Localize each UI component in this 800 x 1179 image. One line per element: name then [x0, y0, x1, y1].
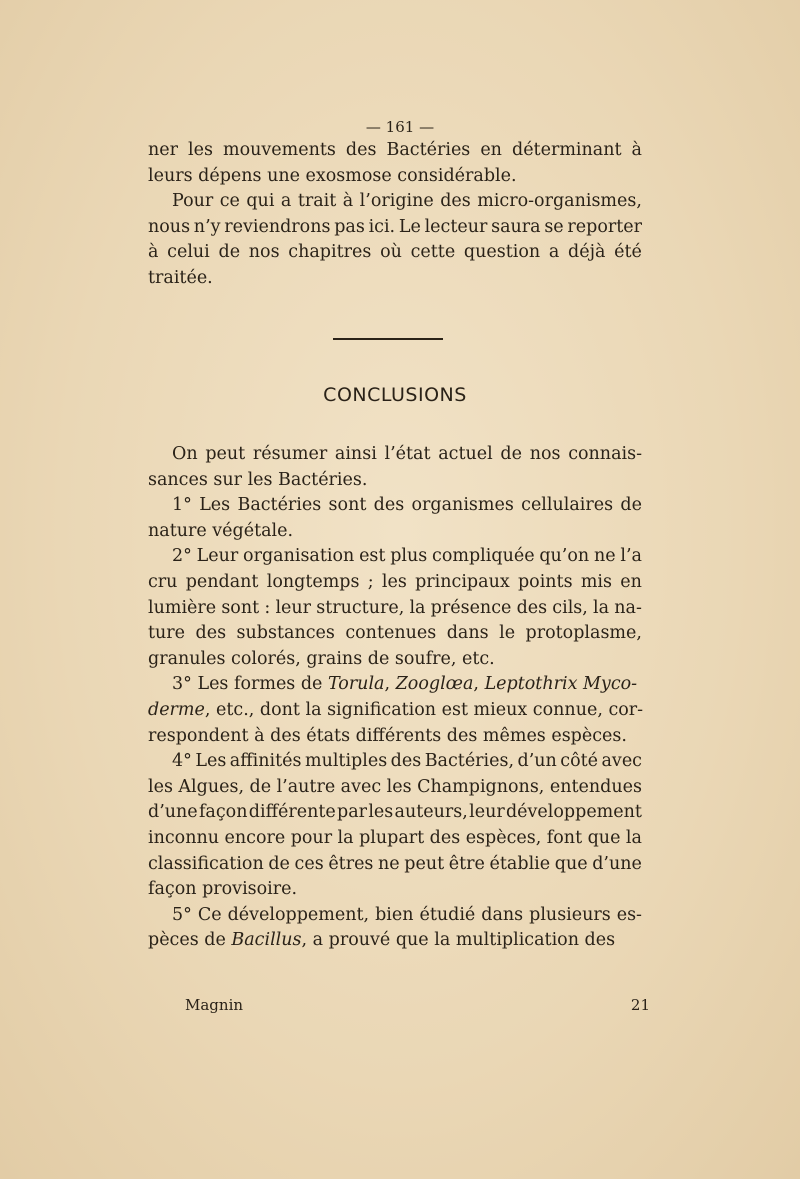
word: celui — [167, 242, 210, 263]
word: ici. — [368, 216, 396, 237]
word: bien — [375, 904, 414, 925]
section-heading: CONCLUSIONS — [323, 384, 467, 406]
word: en — [480, 140, 502, 160]
text-line — [148, 240, 642, 266]
word: connais- — [568, 444, 642, 464]
word: des — [440, 191, 471, 212]
genus-name: Bacillus — [231, 930, 302, 951]
text-line — [148, 570, 642, 596]
word: que — [554, 853, 588, 874]
word: présence — [430, 597, 512, 618]
word: protoplasme, — [525, 623, 642, 644]
word: de — [500, 444, 522, 464]
word: chapitres — [288, 242, 372, 263]
word: ; — [367, 571, 374, 592]
word: façon — [198, 802, 248, 823]
text-line: pèces de Bacillus , a prouvé que la multiplication des — [148, 928, 642, 954]
word: micro-organismes, — [477, 191, 642, 212]
word: été — [614, 242, 642, 263]
word: développement — [505, 802, 642, 823]
text-line: traitée. — [148, 267, 213, 288]
word: établie — [489, 853, 551, 874]
word: actuel — [438, 444, 493, 464]
text-line: granules colorés, grains de soufre, etc. — [148, 648, 495, 669]
word: multiples — [304, 751, 388, 772]
word: 1° — [172, 495, 192, 516]
word: le — [499, 623, 516, 644]
word: développement, — [227, 904, 370, 925]
word: nous — [148, 216, 191, 237]
word: ces — [294, 853, 324, 874]
word: n’y — [193, 216, 221, 237]
word: trait — [297, 191, 337, 212]
word: des — [390, 751, 422, 772]
text-line: nature végétale. — [148, 520, 294, 541]
word: na- — [614, 597, 642, 618]
word: Bactéries, — [424, 751, 515, 772]
word: peut — [404, 853, 445, 874]
word: de — [218, 242, 241, 263]
word: Ce — [197, 904, 222, 925]
word: l’état — [384, 444, 431, 464]
word: d’une — [148, 802, 198, 823]
word: déterminant — [512, 140, 622, 160]
word: à — [342, 191, 354, 212]
word: espèces, — [465, 827, 542, 848]
word: entendues — [549, 776, 642, 797]
word: de — [249, 776, 272, 797]
word: avec — [601, 751, 642, 772]
word: d’une — [592, 853, 642, 874]
word: les — [386, 776, 412, 797]
word: à — [148, 242, 159, 263]
word: cru — [148, 571, 178, 592]
text-line — [148, 596, 642, 622]
word: inconnu — [148, 827, 220, 848]
text-line: leurs dépens une exosmose considérable. — [148, 165, 517, 186]
text-line: 3° Les formes de Torula , Zooglœa , Leptothrix Myco- — [148, 672, 642, 698]
word: Les — [195, 751, 227, 772]
word: substances — [236, 623, 335, 644]
word: Leur — [196, 546, 239, 567]
word: longtemps — [266, 571, 360, 592]
word: l’a — [620, 546, 642, 567]
word: déjà — [568, 242, 606, 263]
word: les — [188, 140, 213, 160]
word: encore — [224, 827, 286, 848]
signature-number: 21 — [630, 996, 650, 1014]
word: par — [337, 802, 368, 823]
word: dans — [481, 904, 524, 925]
word: dans — [446, 623, 489, 644]
page-number: — 161 — — [365, 118, 435, 136]
word: auteurs, — [394, 802, 468, 823]
word: des — [516, 597, 548, 618]
word: Champignons, — [417, 776, 545, 797]
word: des — [429, 827, 461, 848]
word: la — [337, 827, 354, 848]
text-line — [148, 215, 642, 241]
text-line — [148, 826, 642, 852]
word: les — [381, 571, 407, 592]
word: ainsi — [334, 444, 377, 464]
word: points — [517, 571, 573, 592]
word: Bactéries — [237, 495, 322, 516]
word: cils, — [552, 597, 588, 618]
word: de — [268, 853, 290, 874]
word: l’autre — [276, 776, 336, 797]
word: étudié — [419, 904, 476, 925]
text-line — [148, 749, 642, 775]
intro-paragraphs — [148, 138, 642, 292]
section-divider — [333, 338, 443, 340]
word: cette — [410, 242, 456, 263]
word: pas — [334, 216, 365, 237]
text-line — [148, 442, 642, 468]
word: es- — [616, 904, 642, 925]
word: résumer — [252, 444, 328, 464]
word: côté — [560, 751, 599, 772]
word: On — [172, 444, 198, 464]
word: lumière — [148, 597, 217, 618]
word: plus — [390, 546, 428, 567]
text-line — [148, 544, 642, 570]
author-signature: Magnin — [185, 996, 244, 1014]
word: pendant — [185, 571, 259, 592]
word: contenues — [345, 623, 437, 644]
text-line — [148, 493, 642, 519]
word: des — [373, 495, 405, 516]
text-line — [148, 800, 642, 826]
word: organismes — [411, 495, 514, 516]
word: leur — [275, 597, 312, 618]
word: ce — [219, 191, 240, 212]
word: les — [368, 802, 394, 823]
word: ner — [148, 140, 178, 160]
conclusions-paragraphs — [148, 442, 642, 954]
word: mouvements — [223, 140, 336, 160]
word: ture — [148, 623, 186, 644]
word: saura — [491, 216, 541, 237]
word: font — [546, 827, 583, 848]
word: être — [448, 853, 485, 874]
word: en — [620, 571, 642, 592]
genus-name: Torula — [327, 674, 385, 695]
word: plusieurs — [529, 904, 611, 925]
word: la — [625, 827, 642, 848]
word: que — [587, 827, 621, 848]
text-line: respondent à des états différents des mêmes espèces. — [148, 725, 627, 746]
word: différente — [248, 802, 336, 823]
text-line — [148, 775, 642, 801]
word: sont — [328, 495, 367, 516]
word: ne — [593, 546, 616, 567]
word: reviendrons — [224, 216, 331, 237]
word: êtres — [328, 853, 374, 874]
word: la — [409, 597, 426, 618]
word: 2° — [172, 546, 192, 567]
word: question — [463, 242, 541, 263]
word: lecteur — [424, 216, 488, 237]
word: a — [280, 191, 292, 212]
word: pour — [290, 827, 333, 848]
text-line — [148, 189, 642, 215]
word: est — [359, 546, 386, 567]
word: 4° — [172, 751, 192, 772]
word: se — [544, 216, 564, 237]
word: qui — [246, 191, 275, 212]
word: sont — [221, 597, 260, 618]
word: la — [593, 597, 610, 618]
word: structure, — [316, 597, 405, 618]
word: affinités — [229, 751, 302, 772]
page-footer — [185, 996, 650, 1014]
word: : — [264, 597, 271, 618]
genus-name: Leptothrix Myco- — [484, 674, 638, 695]
word: Algues, — [178, 776, 245, 797]
word: plupart — [359, 827, 425, 848]
text-line — [148, 138, 642, 164]
word: organisation — [243, 546, 355, 567]
word: ne — [378, 853, 400, 874]
word: des — [345, 140, 377, 160]
word: reporter — [567, 216, 642, 237]
word: cellulaires — [521, 495, 614, 516]
word: des — [195, 623, 227, 644]
word: leur — [469, 802, 505, 823]
word: peut — [205, 444, 246, 464]
word: Bactéries — [386, 140, 471, 160]
text-line — [148, 903, 642, 929]
text-line: sances sur les Bactéries. — [148, 469, 368, 490]
word: avec — [340, 776, 382, 797]
genus-name: derme — [148, 699, 205, 720]
word: Pour — [172, 191, 214, 212]
word: l’origine — [359, 191, 434, 212]
text-line: façon provisoire. — [148, 879, 298, 900]
text-line: derme , etc., dont la signification est mieux connue, cor- — [148, 698, 642, 724]
word: nos — [248, 242, 280, 263]
word: les — [148, 776, 173, 797]
word: qu’on — [539, 546, 590, 567]
word: où — [380, 242, 402, 263]
word: Les — [199, 495, 231, 516]
word: 5° — [172, 904, 192, 925]
word: compliquée — [432, 546, 535, 567]
word: a — [548, 242, 560, 263]
text-line — [148, 621, 642, 647]
word: nos — [529, 444, 561, 464]
word: mis — [580, 571, 612, 592]
word: à — [631, 140, 642, 160]
text-line — [148, 852, 642, 878]
word: d’un — [517, 751, 557, 772]
word: principaux — [415, 571, 510, 592]
word: classification — [148, 853, 264, 874]
word: Le — [398, 216, 421, 237]
word: de — [620, 495, 642, 516]
genus-name: Zooglœa — [395, 674, 474, 695]
